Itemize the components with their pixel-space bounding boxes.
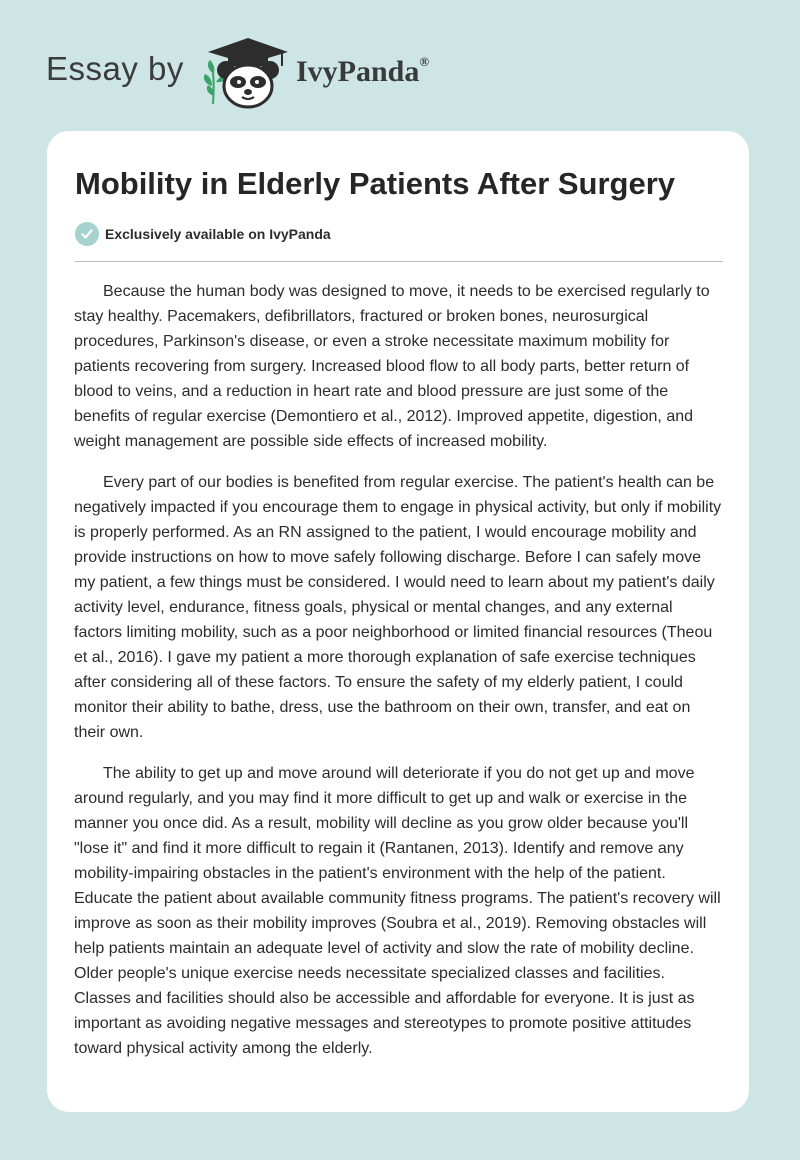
- page-title: Mobility in Elderly Patients After Surgery: [75, 166, 676, 201]
- panda-logo-icon[interactable]: [200, 34, 292, 115]
- essay-card: [47, 131, 749, 1112]
- paragraph: Every part of our bodies is benefited from regular exercise. The patient's health can be negatively impacted if you encourage them to engage in physical activity, but only if mobility is properly performed. As an RN assigned to the patient, I would encourage mobility and provide instructions on how to move safely following discharge. Before I can safely move my patient, a few things must be considered. I would need to learn about my patient's daily activity level, endurance, fitness goals, physical or mental changes, and any external factors limiting mobility, such as a poor neighborhood or limited financial resources (Theou et al., 2016). I gave my patient a more thorough explanation of safe exercise techniques after considering all of these factors. To ensure the safety of my elderly patient, I could monitor their ability to bathe, dress, use the bathroom on their own, transfer, and eat on their own.: [74, 474, 722, 741]
- brand-name-text: IvyPanda: [296, 55, 420, 88]
- site-header: [0, 0, 800, 130]
- exclusive-badge: [75, 222, 331, 246]
- essay-body: [74, 279, 724, 1077]
- registered-mark: ®: [419, 54, 430, 69]
- brand-name[interactable]: [296, 55, 429, 89]
- essay-by-label: Essay by: [46, 50, 184, 87]
- exclusive-badge-label: Exclusively available on IvyPanda: [105, 226, 331, 242]
- paragraph: Because the human body was designed to move, it needs to be exercised regularly to stay healthy. Pacemakers, defibrillators, fractured or broken bones, neurosurgical procedures, Parkinson's disease, or even a stroke necessitate maximum mobility for patients recovering from surgery. Increased blood flow to all body parts, better return of blood to veins, and a reduction in heart rate and blood pressure are just some of the benefits of regular exercise (Demontiero et al., 2012). Improved appetite, digestion, and weight management are possible side effects of increased mobility.: [74, 283, 710, 450]
- paragraph: The ability to get up and move around will deteriorate if you do not get up and move around regularly, and you may find it more difficult to get up and walk or exercise in the manner you once did. As a result, mobility will decline as you grow older because you'll "lose it" and find it more difficult to regain it (Rantanen, 2013). Identify and remove any mobility-impairing obstacles in the patient's environment with the help of the patient. Educate the patient about available community fitness programs. The patient's recovery will improve as soon as their mobility improves (Soubra et al., 2019). Removing obstacles will help patients maintain an adequate level of activity and slow the rate of mobility decline. Older people's unique exercise needs necessitate specialized classes and facilities. Classes and facilities should also be accessible and affordable for everyone. It is just as important as avoiding negative messages and stereotypes to promote positive attitudes toward physical activity among the elderly.: [74, 765, 721, 1057]
- check-icon: [75, 222, 99, 246]
- title-divider: [75, 261, 723, 262]
